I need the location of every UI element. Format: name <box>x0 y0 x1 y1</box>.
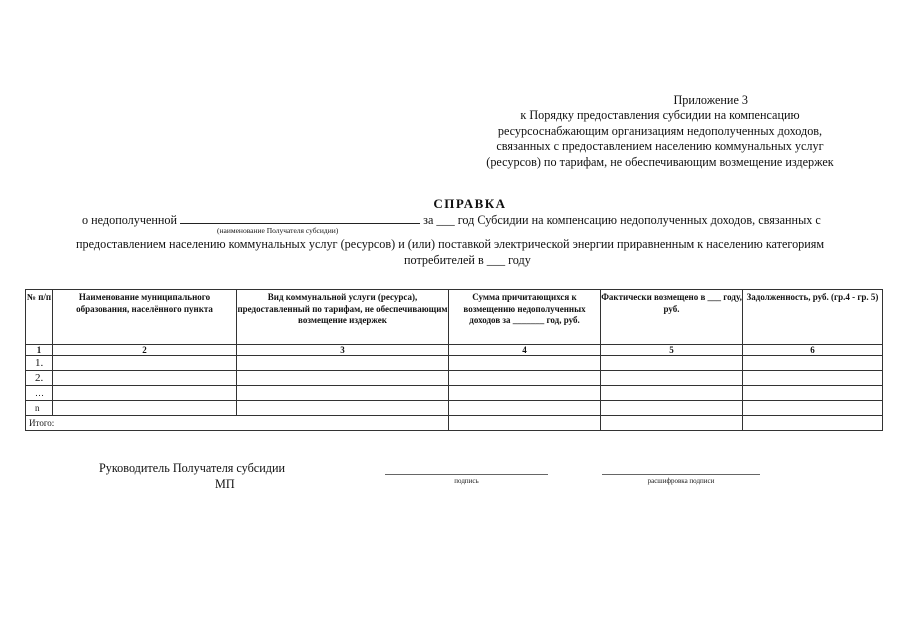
row-number: n <box>26 401 53 416</box>
column-number: 4 <box>449 345 601 356</box>
total-label: Итого: <box>26 416 449 431</box>
column-number: 5 <box>601 345 743 356</box>
subsidy-table <box>25 289 883 431</box>
recipient-hint: (наименование Получателя субсидии) <box>217 226 339 235</box>
header-cell: Фактически возмещено в ___ году, руб. <box>601 290 743 345</box>
header-cell: Вид коммунальной услуги (ресурса), предоставленный по тарифам, не обеспечивающим возмещение издержек <box>237 290 449 345</box>
appendix-line: связанных с предоставлением населению коммунальных услуг <box>496 139 824 154</box>
table-cell <box>449 371 601 386</box>
table-cell <box>743 386 883 401</box>
table-cell <box>449 416 601 431</box>
table-cell <box>53 356 237 371</box>
appendix-title: Приложение 3 <box>673 93 748 107</box>
table-cell <box>449 401 601 416</box>
table-row <box>26 401 883 416</box>
intro-line-1 <box>82 211 821 228</box>
table-cell <box>53 386 237 401</box>
appendix-block <box>450 93 870 170</box>
intro-prefix: о недополученной <box>82 213 178 227</box>
column-number-row <box>26 345 883 356</box>
column-number: 1 <box>26 345 53 356</box>
table-cell <box>743 401 883 416</box>
signature-caption: подпись <box>454 477 479 485</box>
column-number: 2 <box>53 345 237 356</box>
row-number: … <box>26 386 53 401</box>
table-cell <box>601 356 743 371</box>
appendix-line: к Порядку предоставления субсидии на компенсацию <box>520 108 800 123</box>
appendix-line: (ресурсов) по тарифам, не обеспечивающим возмещение издержек <box>486 154 834 169</box>
table-cell <box>53 401 237 416</box>
row-number: 1. <box>26 356 53 371</box>
header-row <box>26 290 883 345</box>
total-row <box>26 416 883 431</box>
table-row <box>26 356 883 371</box>
table-row <box>26 386 883 401</box>
table-cell <box>743 356 883 371</box>
header-cell: № п/п <box>26 290 53 345</box>
stamp-label: МП <box>215 477 235 491</box>
column-number: 3 <box>237 345 449 356</box>
table-cell <box>53 371 237 386</box>
table-cell <box>743 416 883 431</box>
table-cell <box>237 356 449 371</box>
decode-line <box>602 474 760 475</box>
header-cell: Наименование муниципального образования, населённого пункта <box>53 290 237 345</box>
header-cell: Задолженность, руб. (гр.4 - гр. 5) <box>743 290 883 345</box>
table-cell <box>237 386 449 401</box>
intro-line-2: предоставлением населению коммунальных услуг (ресурсов) и (или) поставкой электрической энергии приравненным к населению категориям <box>76 237 825 251</box>
table-cell <box>601 371 743 386</box>
column-number: 6 <box>743 345 883 356</box>
decode-caption: расшифровка подписи <box>647 477 715 485</box>
intro-mid: за ___ год Субсидии на компенсацию недополученных доходов, связанных с <box>423 213 821 227</box>
intro-line-3: потребителей в ___ году <box>404 253 531 267</box>
table-cell <box>743 371 883 386</box>
table-cell <box>237 371 449 386</box>
signature-line <box>385 474 548 475</box>
table-row <box>26 371 883 386</box>
table-cell <box>449 386 601 401</box>
table-cell <box>449 356 601 371</box>
table-cell <box>601 386 743 401</box>
row-number: 2. <box>26 371 53 386</box>
header-cell: Сумма причитающихся к возмещению недополученных доходов за _______ год, руб. <box>449 290 601 345</box>
document-title: СПРАВКА <box>433 196 507 211</box>
table-cell <box>601 401 743 416</box>
table-cell <box>237 401 449 416</box>
recipient-blank <box>180 211 420 224</box>
appendix-line: ресурсоснабжающим организациям недополученных доходов, <box>497 123 823 138</box>
table-cell <box>601 416 743 431</box>
head-label: Руководитель Получателя субсидии <box>99 461 285 475</box>
